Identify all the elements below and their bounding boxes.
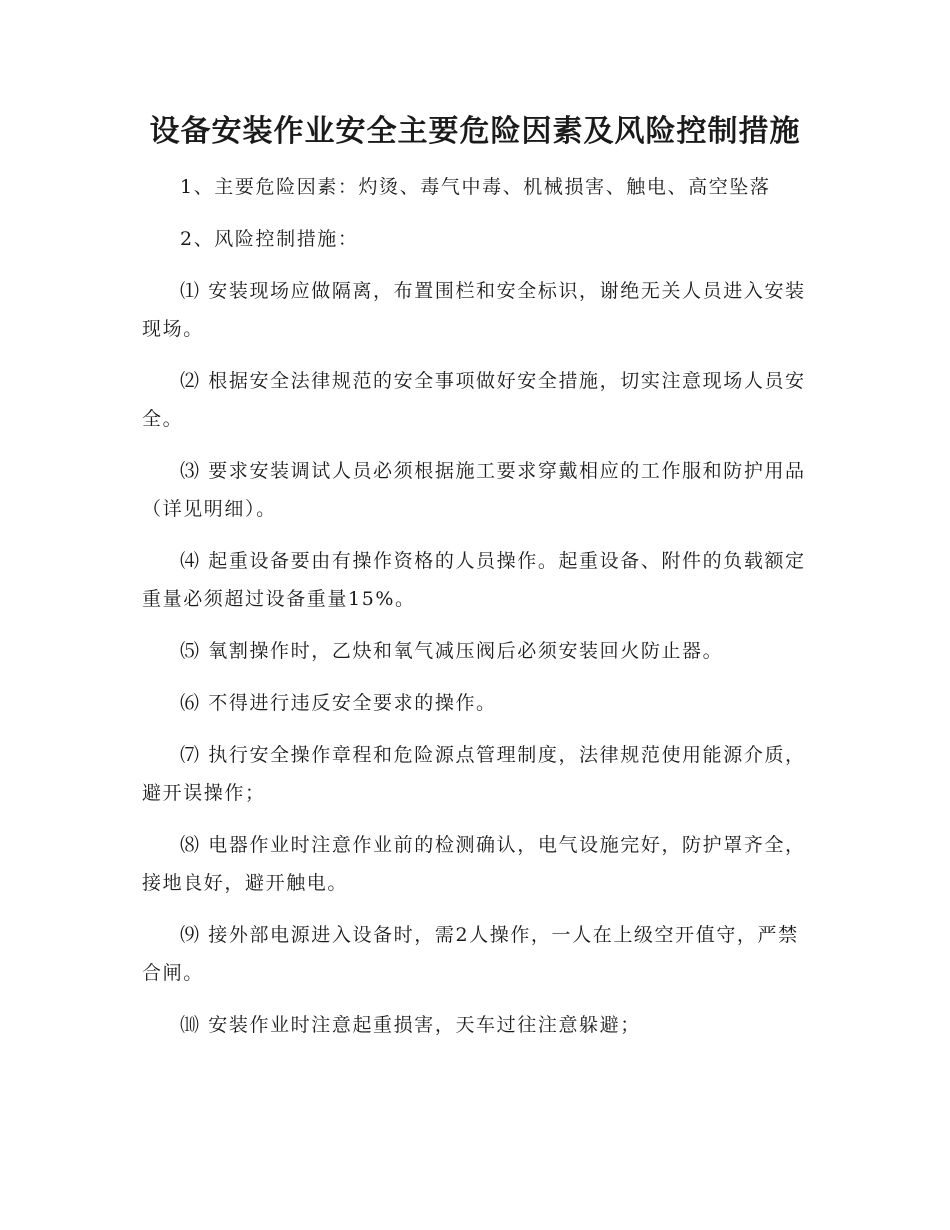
measure-item-7: ⑺ 执行安全操作章程和危险源点管理制度，法律规范使用能源介质，避开误操作； [142,744,806,804]
measure-item-10: ⑽ 安装作业时注意起重损害，天车过往注意躲避； [180,1014,641,1036]
measure-item-6: ⑹ 不得进行违反安全要求的操作。 [180,692,497,714]
hazard-factors-paragraph: 1、主要危险因素：灼烫、毒气中毒、机械损害、触电、高空坠落 [180,176,771,198]
measure-item-9: ⑼ 接外部电源进入设备时，需2人操作，一人在上级空开值守，严禁合闸。 [142,924,799,984]
control-measures-heading: 2、风险控制措施： [180,228,359,250]
document-body [142,168,806,1058]
measure-item-8: ⑻ 电器作业时注意作业前的检测确认，电气设施完好，防护罩齐全，接地良好，避开触电。 [142,834,806,894]
measure-item-1: ⑴ 安装现场应做隔离，布置围栏和安全标识，谢绝无关人员进入安装现场。 [142,280,806,340]
measure-item-4: ⑷ 起重设备要由有操作资格的人员操作。起重设备、附件的负载额定重量必须超过设备重量15%。 [142,550,806,610]
measure-item-5: ⑸ 氧割操作时，乙炔和氧气减压阀后必须安装回火防止器。 [180,640,724,662]
measure-item-2: ⑵ 根据安全法律规范的安全事项做好安全措施，切实注意现场人员安全。 [142,370,806,430]
measure-item-3: ⑶ 要求安装调试人员必须根据施工要求穿戴相应的工作服和防护用品（详见明细）。 [142,460,806,520]
document-title: 设备安装作业安全主要危险因素及风险控制措施 [149,114,801,149]
